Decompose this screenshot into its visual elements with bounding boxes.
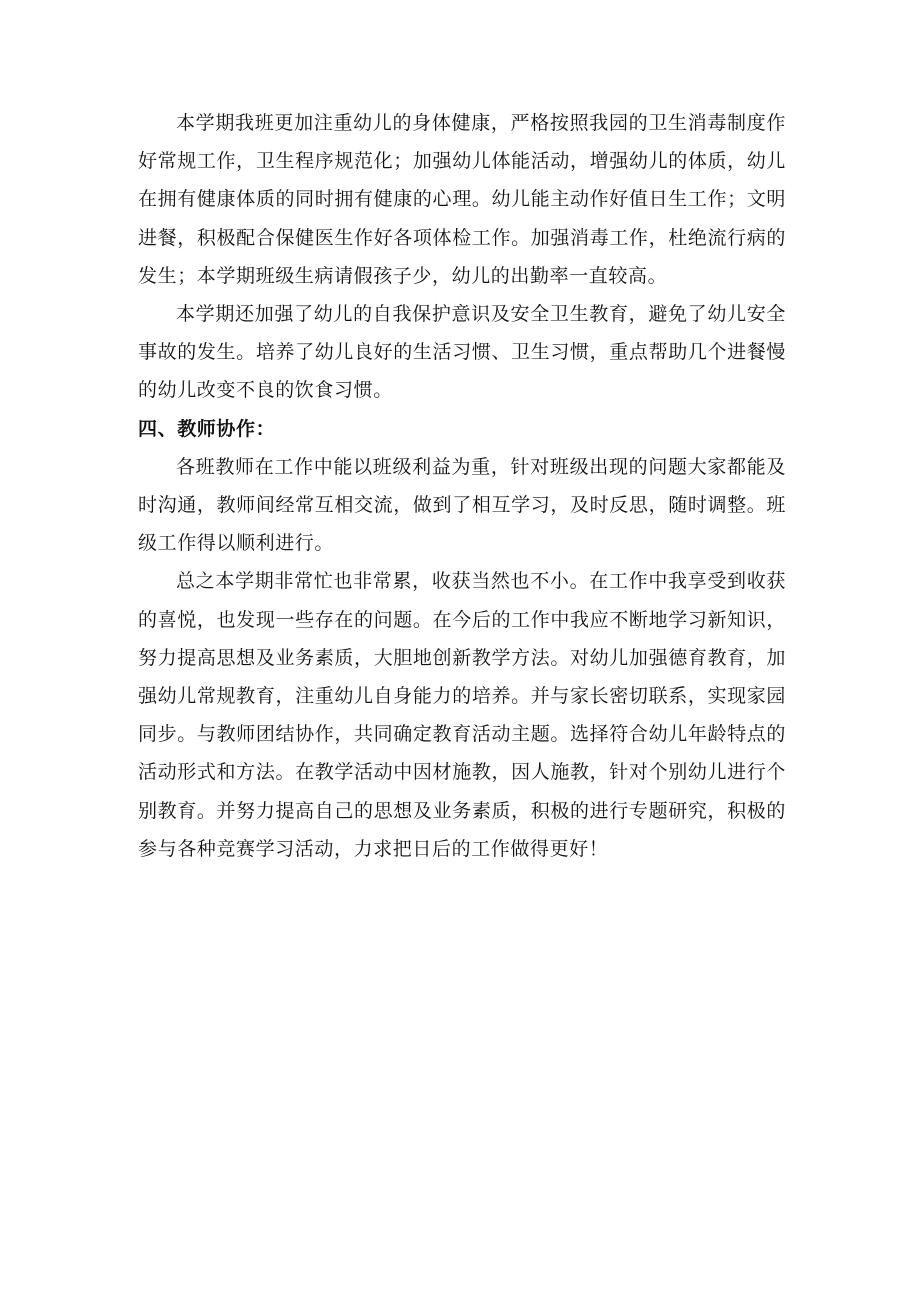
paragraph-health: 本学期我班更加注重幼儿的身体健康，严格按照我园的卫生消毒制度作好常规工作，卫生程序规范化；加强幼儿体能活动，增强幼儿的体质，幼儿在拥有健康体质的同时拥有健康的心理。幼儿能主动作好值日生工作；文明进餐，积极配合保健医生作好各项体检工作。加强消毒工作，杜绝流行病的发生；本学期班级生病请假孩子少，幼儿的出勤率一直较高。 — [138, 112, 786, 287]
document-body — [138, 104, 786, 868]
paragraph-summary: 总之本学期非常忙也非常累，收获当然也不小。在工作中我享受到收获的喜悦，也发现一些存在的问题。在今后的工作中我应不断地学习新知识，努力提高思想及业务素质，大胆地创新教学方法。对幼儿加强德育教育，加强幼儿常规教育，注重幼儿自身能力的培养。并与家长密切联系，实现家园同步。与教师团结协作，共同确定教育活动主题。选择符合幼儿年龄特点的活动形式和方法。在教学活动中因材施教，因人施教，针对个别幼儿进行个别教育。并努力提高自己的思想及业务素质，积极的进行专题研究，积极的参与各种竞赛学习活动，力求把日后的工作做得更好！ — [138, 570, 786, 860]
section-heading-teacher-cooperation: 四、教师协作： — [138, 417, 276, 440]
paragraph-teacher-cooperation: 各班教师在工作中能以班级利益为重，针对班级出现的问题大家都能及时沟通，教师间经常互相交流，做到了相互学习，及时反思，随时调整。班级工作得以顺利进行。 — [138, 455, 786, 555]
paragraph-safety: 本学期还加强了幼儿的自我保护意识及安全卫生教育，避免了幼儿安全事故的发生。培养了幼儿良好的生活习惯、卫生习惯，重点帮助几个进餐慢的幼儿改变不良的饮食习惯。 — [138, 303, 786, 402]
